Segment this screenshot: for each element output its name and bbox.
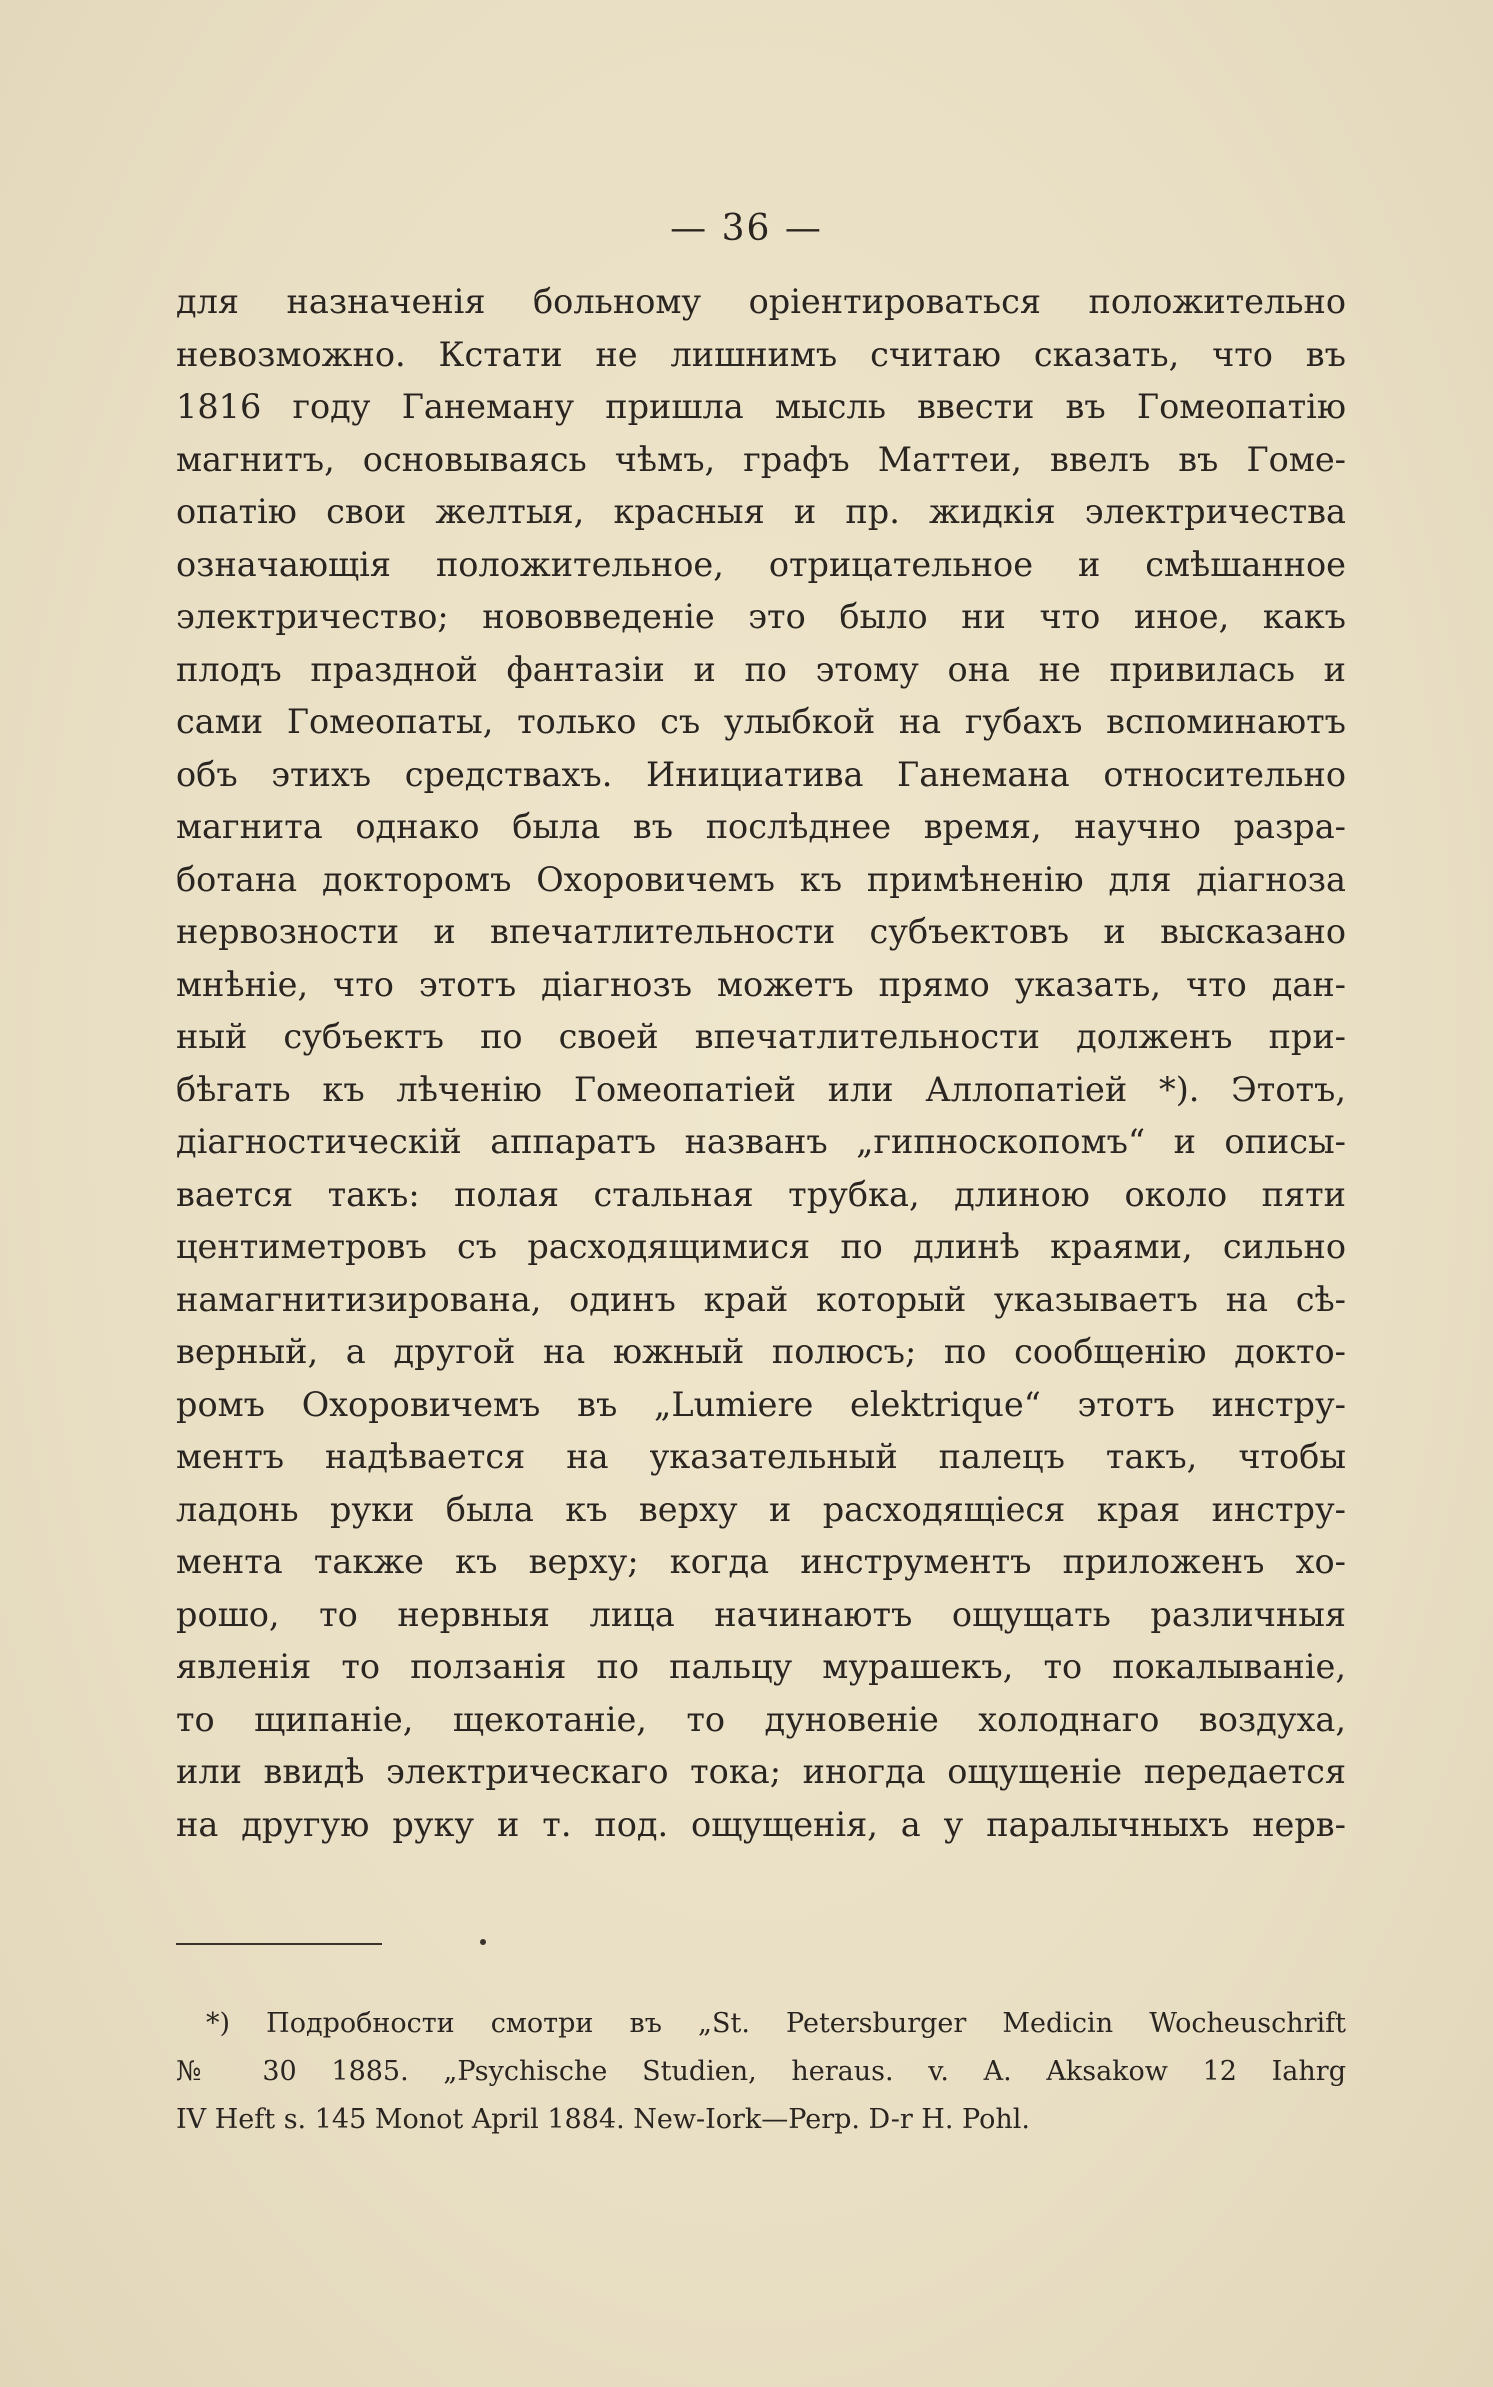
text-line: ментъ надѣвается на указательный палецъ такъ, чтобы bbox=[176, 1437, 1346, 1476]
text-line: ботана докторомъ Охоровичемъ къ примѣненію для діагноза bbox=[176, 859, 1346, 899]
text-line: для назначенія больному оріентироваться положительно bbox=[176, 282, 1346, 321]
footnote bbox=[176, 2000, 1346, 2144]
text-line: магнита однако была въ послѣднее время, научно разра- bbox=[176, 807, 1346, 846]
text-line: сами Гомеопаты, только съ улыбкой на губахъ вспоминаютъ bbox=[176, 702, 1346, 741]
text-line: электричество; нововведеніе это было ни что иное, какъ bbox=[176, 597, 1346, 636]
text-line: или ввидѣ электрическаго тока; иногда ощущеніе передается bbox=[176, 1752, 1346, 1791]
text-line: нервозности и впечатлительности субъектовъ и высказано bbox=[176, 912, 1346, 951]
text-line: означающія положительное, отрицательное и смѣшанное bbox=[176, 544, 1346, 584]
text-line: явленія то ползанія по пальцу мурашекъ, то покалываніе, bbox=[176, 1647, 1346, 1686]
page-number: — 36 — bbox=[670, 208, 823, 249]
footnote-line: IV Heft s. 145 Monot April 1884. New-Iork—Perp. D-r H. Pohl. bbox=[176, 2104, 1030, 2135]
text-line: діагностическій аппаратъ названъ „гипноскопомъ“ и описы- bbox=[176, 1122, 1346, 1161]
ink-speck bbox=[480, 1939, 486, 1945]
text-line: магнитъ, основываясь чѣмъ, графъ Маттеи, ввелъ въ Гоме- bbox=[176, 439, 1346, 479]
text-line: 1816 году Ганеману пришла мысль ввести въ Гомеопатію bbox=[176, 387, 1346, 426]
text-line: мнѣніе, что этотъ діагнозъ можетъ прямо указать, что дан- bbox=[176, 964, 1346, 1004]
text-line: вается такъ: полая стальная трубка, длиною около пяти bbox=[176, 1174, 1346, 1214]
text-line: верный, а другой на южный полюсъ; по сообщенію докто- bbox=[176, 1332, 1346, 1371]
text-line: центиметровъ съ расходящимися по длинѣ краями, сильно bbox=[176, 1227, 1346, 1266]
footnote-line: *) Подробности смотри въ „St. Petersburger Medicin Wocheuschrift bbox=[206, 2008, 1346, 2039]
body-text bbox=[176, 276, 1346, 1851]
text-line: на другую руку и т. под. ощущенія, а у паралычныхъ нерв- bbox=[176, 1804, 1346, 1844]
text-line: бѣгать къ лѣченію Гомеопатіей или Аллопатіей *). Этотъ, bbox=[176, 1069, 1346, 1109]
text-line: плодъ праздной фантазіи и по этому она не привилась и bbox=[176, 649, 1346, 689]
text-line: намагнитизирована, одинъ край который указываетъ на сѣ- bbox=[176, 1279, 1346, 1319]
text-line: ладонь руки была къ верху и расходящіеся края инстру- bbox=[176, 1489, 1346, 1529]
text-line: мента также къ верху; когда инструментъ приложенъ хо- bbox=[176, 1542, 1346, 1581]
footnote-separator bbox=[176, 1943, 382, 1945]
text-line: ромъ Охоровичемъ въ „Lumiere elektrique“ этотъ инстру- bbox=[176, 1384, 1346, 1424]
text-line: опатію свои желтыя, красныя и пр. жидкія электричества bbox=[176, 492, 1346, 531]
text-line: ный субъектъ по своей впечатлительности долженъ при- bbox=[176, 1017, 1346, 1056]
text-line: объ этихъ средствахъ. Инициатива Ганемана относительно bbox=[176, 754, 1346, 794]
text-line: невозможно. Кстати не лишнимъ считаю сказать, что въ bbox=[176, 334, 1346, 374]
footnote-line: № 30 1885. „Psychische Studien, heraus. v. A. Aksakow 12 Iahrg bbox=[176, 2056, 1346, 2087]
text-line: то щипаніе, щекотаніе, то дуновеніе холоднаго воздуха, bbox=[176, 1699, 1346, 1739]
text-line: рошо, то нервныя лица начинаютъ ощущать различныя bbox=[176, 1594, 1346, 1634]
